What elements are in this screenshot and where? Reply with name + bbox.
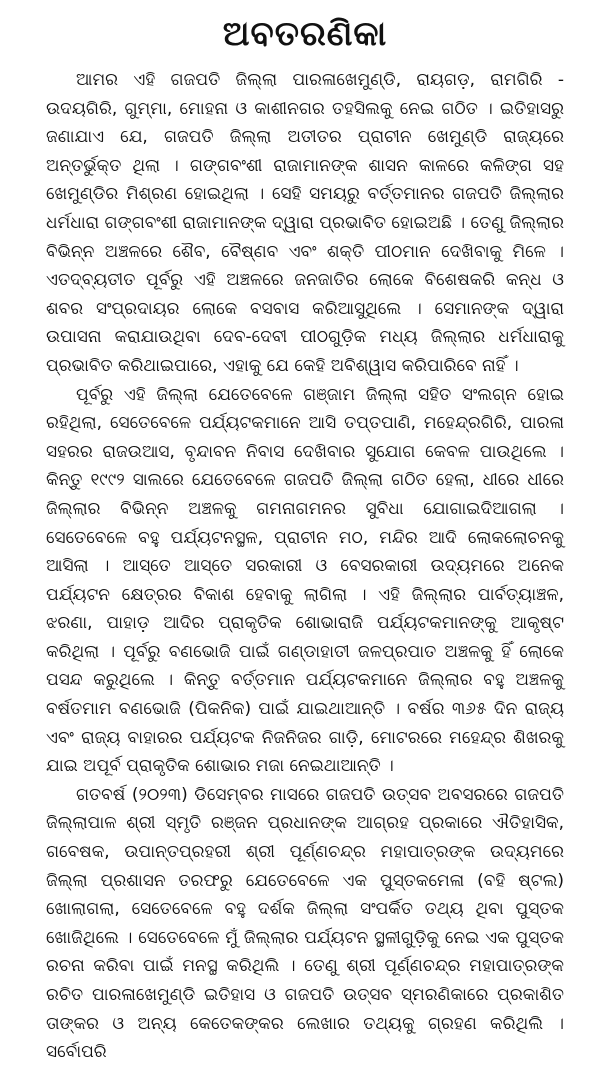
paragraph-2: ପୂର୍ବରୁ ଏହି ଜିଲ୍ଲା ଯେତେବେଳେ ଗଞ୍ଜାମ ଜିଲ୍ଲା ସହିତ ସଂଲଗ୍ନ ହୋଇ ରହିଥିଲା, ସେତେବେଳେ ପର୍ଯ୍ୟଟକମାନେ ଆସି ତପ୍ତପାଣି, ମହେନ୍ଦ୍ରଗିରି, ପାରଳା ସହରର ରାଜଉଆସ, ବୃନ୍ଦାବନ ନିବାସ ଦେଖିବାର ସୁଯୋଗ କେବଳ ପାଉଥିଲେ । କିନ୍ତୁ ୧୯୯୨ ସାଲରେ ଯେତେବେଳେ ଗଜପତି ଜିଲ୍ଲା ଗଠିତ ହେଲା, ଧୀରେ ଧୀରେ ଜିଲ୍ଲାର ବିଭିନ୍ନ ଅଞ୍ଚଳକୁ ଗମନାଗମନର ସୁବିଧା ଯୋଗାଇଦିଆଗଲା । ସେତେବେଳେ ବହୁ ପର୍ଯ୍ୟଟନସ୍ଥଳ, ପ୍ରାଚୀନ ମଠ, ମନ୍ଦିର ଆଦି ଲୋକଲୋଚନକୁ ଆସିଲା । ଆସ୍ତେ ଆସ୍ତେ ସରକାରୀ ଓ ବେସରକାରୀ ଉଦ୍ୟମରେ ଅନେକ ପର୍ଯ୍ୟଟନ କ୍ଷେତ୍ରର ବିକାଶ ହେବାକୁ ଲାଗିଲା । ଏହି ଜିଲ୍ଲାର ପାର୍ବତ୍ୟାଞ୍ଚଳ, ଝରଣା, ପାହାଡ଼ ଆଦିର ପ୍ରାକୃତିକ ଶୋଭାରାଜି ପର୍ଯ୍ୟଟକମାନଙ୍କୁ ଆକୃଷ୍ଟ କରିଥିଲା । ପୂର୍ବରୁ ବଣଭୋଜି ପାଇଁ ଗଣ୍ଡାହାତୀ ଜଳପ୍ରପାତ ଅଞ୍ଚଳକୁ ହିଁ ଲୋକେ ପସନ୍ଦ କରୁଥିଲେ । କିନ୍ତୁ ବର୍ତ୍ତମାନ ପର୍ଯ୍ୟଟକମାନେ ଜିଲ୍ଲାର ବହୁ ଅଞ୍ଚଳକୁ ବର୍ଷତମାମ ବଣଭୋଜି (ପିକନିକ) ପାଇଁ ଯାଇଥାଆନ୍ତି । ବର୍ଷର ୩୬୫ ଦିନ ରାଜ୍ୟ ଏବଂ ରାଜ୍ୟ ବାହାରର ପର୍ଯ୍ୟଟକ ନିଜନିଜର ଗାଡ଼ି, ମୋଟରରେ ମହେନ୍ଦ୍ର ଶିଖରକୁ ଯାଇ ଅପୂର୍ବ ପ୍ରାକୃତିକ ଶୋଭାର ମଜା ନେଇଥାଆନ୍ତି । bbox=[46, 384, 564, 777]
paragraph-3: ଗତବର୍ଷ (୨୦୨୩) ଡିସେମ୍ବର ମାସରେ ଗଜପତି ଉତ୍ସବ ଅବସରରେ ଗଜପତି ଜିଲ୍ଲାପାଳ ଶ୍ରୀ ସ୍ମୃତି ରଞ୍ଜନ ପ୍ରଧାନଙ୍କ ଆଗ୍ରହ ପ୍ରକାରେ ଐତିହାସିକ, ଗବେଷକ, ଉପାନ୍ତପ୍ରହରୀ ଶ୍ରୀ ପୂର୍ଣ୍ଣଚନ୍ଦ୍ର ମହାପାତ୍ରଙ୍କ ଉଦ୍ୟମରେ ଜିଲ୍ଲା ପ୍ରଶାସନ ତରଫରୁ ଯେତେବେଳେ ଏକ ପୁସ୍ତକମେଳା (ବହି ଷ୍ଟଲ) ଖୋଲାଗଲା, ସେତେବେଳେ ବହୁ ଦର୍ଶକ ଜିଲ୍ଲା ସଂପର୍କିତ ତଥ୍ୟ ଥିବା ପୁସ୍ତକ ଖୋଜିଥିଲେ । ସେତେବେଳେ ମୁଁ ଜିଲ୍ଲାର ପର୍ଯ୍ୟଟନ ସ୍ଥଳୀଗୁଡ଼ିକୁ ନେଇ ଏକ ପୁସ୍ତକ ରଚନା କରିବା ପାଇଁ ମନସ୍ଥ କରିଥିଲି । ତେଣୁ ଶ୍ରୀ ପୂର୍ଣ୍ଣଚନ୍ଦ୍ର ମହାପାତ୍ରଙ୍କ ରଚିତ ପାରଳାଖେମୁଣ୍ଡି ଇତିହାସ ଓ ଗଜପତି ଉତ୍ସବ ସ୍ମରଣିକାରେ ପ୍ରକାଶିତ ତାଙ୍କର ଓ ଅନ୍ୟ କେତେକଙ୍କର ଲେଖାର ତଥ୍ୟକୁ ଗ୍ରହଣ କରିଥିଲି । ସର୍ବୋପରି bbox=[46, 784, 564, 1063]
paragraph-1: ଆମର ଏହି ଗଜପତି ଜିଲ୍ଲା ପାରଳାଖେମୁଣ୍ଡି, ରାୟଗଡ଼, ରାମଗିରି - ଉଦୟଗିରି, ଗୁମ୍ମା, ମୋହନା ଓ କାଶୀନଗର ତହସିଲକୁ ନେଇ ଗଠିତ । ଇତିହାସରୁ ଜଣାଯାଏ ଯେ, ଗଜପତି ଜିଲ୍ଲା ଅତୀତର ପ୍ରାଚୀନ ଖେମୁଣ୍ଡି ରାଜ୍ୟରେ ଅନ୍ତର୍ଭୁକ୍ତ ଥିଲା । ଗଙ୍ଗବଂଶୀ ରାଜାମାନଙ୍କ ଶାସନ କାଳରେ କଳିଙ୍ଗ ସହ ଖେମୁଣ୍ଡିର ମିଶ୍ରଣ ହୋଇଥିଲା । ସେହି ସମୟରୁ ବର୍ତ୍ତମାନର ଗଜପତି ଜିଲ୍ଲାର ଧର୍ମଧାରା ଗଙ୍ଗବଂଶୀ ରାଜାମାନଙ୍କ ଦ୍ୱାରା ପ୍ରଭାବିତ ହୋଇଅଛି । ତେଣୁ ଜିଲ୍ଲାର ବିଭିନ୍ନ ଅଞ୍ଚଳରେ ଶୈବ, ବୈଷ୍ଣବ ଏବଂ ଶକ୍ତି ପୀଠମାନ ଦେଖିବାକୁ ମିଳେ । ଏତଦ୍‌ବ୍ୟତୀତ ପୂର୍ବରୁ ଏହି ଅଞ୍ଚଳରେ ଜନଜାତିର ଲୋକେ ବିଶେଷକରି କନ୍ଧ ଓ ଶବର ସଂପ୍ରଦାୟର ଲୋକେ ବସବାସ କରିଆସୁଥିଲେ । ସେମାନଙ୍କ ଦ୍ୱାରା ଉପାସନା କରାଯାଉଥିବା ଦେବ-ଦେବୀ ପୀଠଗୁଡ଼ିକ ମଧ୍ୟ ଜିଲ୍ଲାର ଧର୍ମଧାରାକୁ ପ୍ରଭାବିତ କରିଥାଇପାରେ, ଏହାକୁ ଯେ କେହି ଅବିଶ୍ୱାସ କରିପାରିବେ ନାହିଁ । bbox=[46, 70, 564, 376]
page-title: ଅବତରଣିକା bbox=[222, 14, 388, 54]
